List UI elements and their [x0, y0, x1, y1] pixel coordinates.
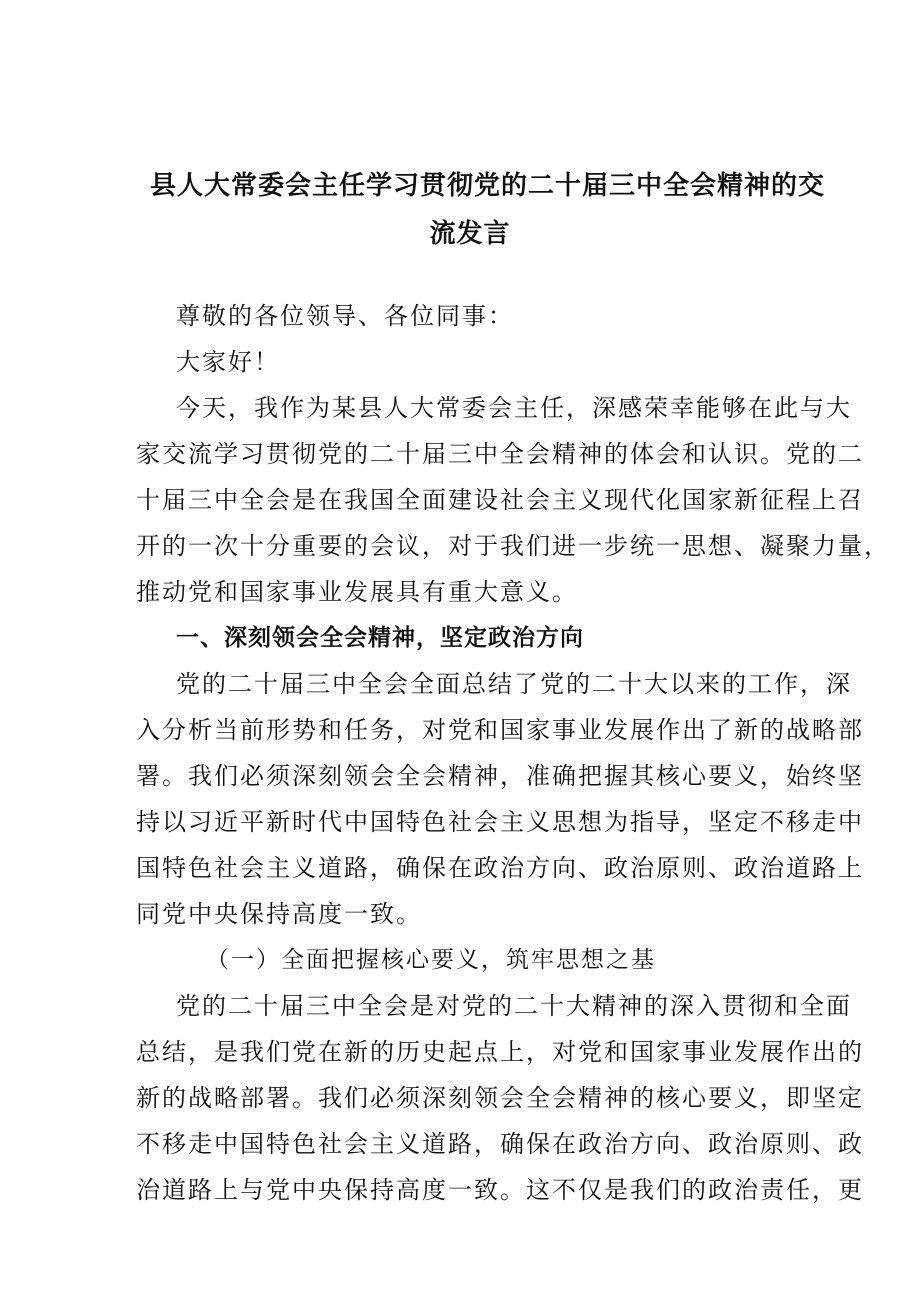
section-paragraph-line: 署。我们必须深刻领会全会精神，准确把握其核心要义，始终坚: [136, 762, 864, 790]
section-paragraph-line: 持以习近平新时代中国特色社会主义思想为指导，坚定不移走中: [136, 808, 864, 836]
subsection-paragraph-line: 新的战略部署。我们必须深刻领会全会精神的核心要义，即坚定: [136, 1084, 864, 1112]
intro-line: 家交流学习贯彻党的二十届三中全会精神的体会和认识。党的二: [136, 440, 864, 468]
document-title-line-1: 县人大常委会主任学习贯彻党的二十届三中全会精神的交: [150, 171, 826, 201]
salutation: 尊敬的各位领导、各位同事：: [176, 302, 514, 330]
document-title-line-2: 流发言: [429, 219, 511, 249]
section-paragraph-line: 国特色社会主义道路，确保在政治方向、政治原则、政治道路上: [136, 854, 864, 882]
section-paragraph-line: 党的二十届三中全会全面总结了党的二十大以来的工作，深: [176, 670, 852, 698]
intro-line: 十届三中全会是在我国全面建设社会主义现代化国家新征程上召: [136, 486, 864, 514]
document-body: [136, 293, 890, 1213]
subsection-heading: （一）全面把握核心要义，筑牢思想之基: [206, 947, 656, 973]
intro-line: 今天，我作为某县人大常委会主任，深感荣幸能够在此与大: [176, 394, 852, 422]
section-paragraph-line: 入分析当前形势和任务，对党和国家事业发展作出了新的战略部: [136, 716, 864, 744]
section-heading: 一、深刻领会全会精神，坚定政治方向: [176, 625, 584, 651]
subsection-paragraph-line: 治道路上与党中央保持高度一致。这不仅是我们的政治责任，更: [136, 1176, 864, 1204]
subsection-paragraph-line: 总结，是我们党在新的历史起点上，对党和国家事业发展作出的: [136, 1038, 864, 1066]
subsection-paragraph-line: 党的二十届三中全会是对党的二十大精神的深入贯彻和全面: [176, 992, 852, 1020]
intro-line: 推动党和国家事业发展具有重大意义。: [136, 578, 578, 606]
section-paragraph-line: 同党中央保持高度一致。: [136, 900, 422, 928]
greeting: 大家好！: [176, 348, 280, 376]
intro-line: 开的一次十分重要的会议，对于我们进一步统一思想、凝聚力量，: [136, 532, 890, 560]
subsection-paragraph-line: 不移走中国特色社会主义道路，确保在政治方向、政治原则、政: [136, 1130, 864, 1158]
